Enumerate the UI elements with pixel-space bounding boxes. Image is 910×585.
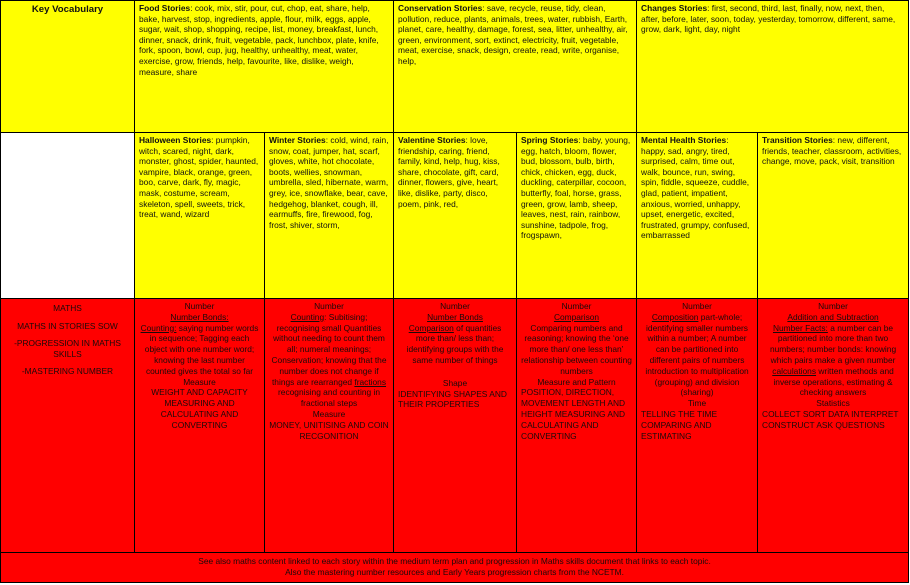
maths-heading-2: Time [687,398,707,409]
maths-heading: Number [561,301,592,311]
mastering-number-label: -MASTERING NUMBER [21,366,114,377]
mental-health-stories-title: Mental Health Stories [641,135,727,145]
maths-body: recognising and counting in fractional steps [278,387,380,409]
maths-subheading: Composition [651,311,699,322]
progression-label: -PROGRESSION IN MATHS SKILLS [14,338,121,359]
maths-heading: Number [682,301,712,311]
key-vocabulary-header: Key Vocabulary [1,1,135,133]
valentine-stories-cell [394,133,517,299]
maths-subheading: Counting [290,311,325,322]
footer-line-1: See also maths content linked to each story within the medium term plan and progression in Maths skills document that links to each topic. [198,556,711,566]
changes-stories-text: : first, second, third, last, finally, now, next, then, after, before, later, soon, today, yesterday, tomorrow, different, same, grow, dark, light, day, night [641,3,896,35]
winter-stories-text: : cold, wind, rain, snow, coat, jumper, hat, scarf, gloves, white, hot chocolate, boots, wellies, snowman, umbrella, sled, hibernate, warm, grey, ice, snowflake, bear, cave, hedgehog, blanket, cough, ill, earmuffs, fire, firewood, fog, frost, shiver, storm, [269,135,389,230]
changes-stories-title: Changes Stories [641,3,708,13]
maths-heading: Number [314,301,344,311]
winter-stories-title: Winter Stories [269,135,326,145]
vocab-row-1 [1,1,909,133]
maths-label-cell [1,299,135,553]
maths-body-2: WEIGHT AND CAPACITY MEASURING AND CALCULATING AND CONVERTING [151,387,248,430]
valentine-stories-title: Valentine Stories [398,135,466,145]
maths-subheading: fractions [354,376,387,387]
halloween-stories-title: Halloween Stories [139,135,212,145]
valentine-stories-text: : love, friendship, caring, friend, family, kind, help, hug, kiss, share, chocolate, gift, card, dinner, flowers, give, heart, like, dislike, party, disco, poem, pink, red, [398,135,500,209]
maths-body-2: POSITION, DIRECTION, MOVEMENT LENGTH AND HEIGHT MEASURING AND CALCULATING AND CONVERTING [521,387,626,441]
spring-stories-title: Spring Stories [521,135,579,145]
maths-body: a number can be partitioned into more than two numbers; number bonds: knowing which pairs make a given number [769,322,897,365]
spring-stories-text: : baby, young, egg, hatch, bloom, flower, bud, blossom, bulb, birth, chick, chicken, egg, duck, duckling, caterpillar, cocoon, butterfly, foal, horse, grass, green, grow, lamb, sheep, leaves, nest, rain, rainbow, sunshine, tadpole, frog, frogspawn, [521,135,631,241]
maths-row [1,299,909,553]
maths-body-2: COLLECT SORT DATA INTERPRET CONSTRUCT ASK QUESTIONS [762,408,899,430]
maths-subheading: Counting: [140,322,177,333]
transition-stories-text: : new, different, friends, teacher, classroom, activities, change, move, pack, visit, transition [762,135,902,167]
maths-label: MATHS [53,303,82,313]
maths-heading-2: Measure [312,408,346,419]
transition-stories-cell [758,133,909,299]
maths-heading: Number [184,301,215,311]
empty-cell [1,133,135,299]
footer-row [1,553,909,583]
maths-body-2: IDENTIFYING SHAPES AND THEIR PROPERTIES [398,388,507,410]
halloween-stories-cell [135,133,265,299]
conservation-stories-text: : save, recycle, reuse, tidy, clean, pollution, reduce, plants, animals, trees, water, rubbish, Earth, planet, care, healthy, damage, forest, sea, litter, unhealthy, air, green, environment, sort, extinct, electricity, fruit, vegetable, meat, exercise, snack, design, create, read, write, organise, help, [398,3,628,66]
vocab-row-2 [1,133,909,299]
maths-cell-4 [517,299,637,553]
mental-health-stories-cell [637,133,758,299]
winter-stories-cell [265,133,394,299]
maths-heading-2: Statistics [816,398,850,409]
spring-stories-cell [517,133,637,299]
maths-heading-2: Measure and Pattern [537,376,616,387]
maths-body: part-whole; identifying smaller numbers within a number; A number can be partitioned into different pairs of numbers introduction to multiplication (grouping) and division (sharing) [645,311,749,398]
food-stories-title: Food Stories [139,3,191,13]
maths-subheading: Comparison [408,322,454,333]
food-stories-cell [135,1,394,133]
maths-subheading: Number Bonds [427,311,483,322]
maths-body-2: MONEY, UNITISING AND COIN RECGONITION [269,419,389,441]
maths-body: saying number words in sequence; Tagging each object with one number word; knowing the last number counted gives the total so far [144,322,259,376]
maths-subheading: Addition and Subtraction [787,311,879,322]
footer-cell [1,553,909,583]
food-stories-text: : cook, mix, stir, pour, cut, chop, eat, share, help, bake, harvest, stop, ingredients, apple, flour, milk, eggs, apple, sugar, wait, shop, shopping, recipe, list, money, breakfast, lunch, dinner, snack, drink, fruit, vegetable, pack, lunchbox, plate, knife, fork, spoon, bowl, cup, jug, healthy, unhealthy, meat, water, exercise, grow, friends, help, favourite, like, dislike, weigh, measure, share [139,3,379,77]
maths-body: written methods and inverse operations, estimating & checking answers [773,365,894,398]
maths-body: of quantities more than/ less than; identifying groups with the same number of things [406,322,504,365]
maths-subheading: Comparison [553,311,600,322]
changes-stories-cell [637,1,909,133]
maths-in-stories-label: MATHS IN STORIES SOW [17,320,118,331]
maths-cell-5 [637,299,758,553]
conservation-stories-cell [394,1,637,133]
mental-health-stories-text: : happy, sad, angry, tired, surprised, calm, time out, walk, bounce, run, swing, spin, fiddle, squeeze, cuddle, glad, patient, impatient, anxious, worried, unhappy, upset, energetic, excited, frustrated, grumpy, confused, embarrassed [641,135,750,241]
maths-cell-1 [135,299,265,553]
maths-subheading: Number Facts: [772,322,828,333]
maths-heading-2: Measure [183,376,216,387]
transition-stories-title: Transition Stories [762,135,833,145]
maths-subheading: Number Bonds: [170,311,229,322]
maths-heading-2: Shape [442,377,468,388]
conservation-stories-title: Conservation Stories [398,3,483,13]
maths-heading: Number [440,301,470,311]
maths-body-2: TELLING THE TIME COMPARING AND ESTIMATING [641,408,718,441]
maths-subheading: calculations [772,365,817,376]
maths-cell-3 [394,299,517,553]
maths-cell-6 [758,299,909,553]
footer-line-2: Also the mastering number resources and Early Years progression charts from the NCETM. [285,567,624,577]
halloween-stories-text: : pumpkin, witch, scared, night, dark, monster, ghost, spider, haunted, vampire, black, orange, green, boo, carve, dark, fly, magic, mask, costume, scream, skeleton, spell, sweets, trick, treat, wand, wizard [139,135,259,220]
maths-body: : Subitising; recognising small Quantities without needing to count them all; numeral meanings; Conservation; knowing that the number does not change if things are rearranged [271,311,387,387]
maths-cell-2 [265,299,394,553]
maths-body: Comparing numbers and reasoning; knowing the ‘one more than/ one less than’ relationship between counting numbers [521,322,632,376]
maths-heading: Number [818,301,848,311]
